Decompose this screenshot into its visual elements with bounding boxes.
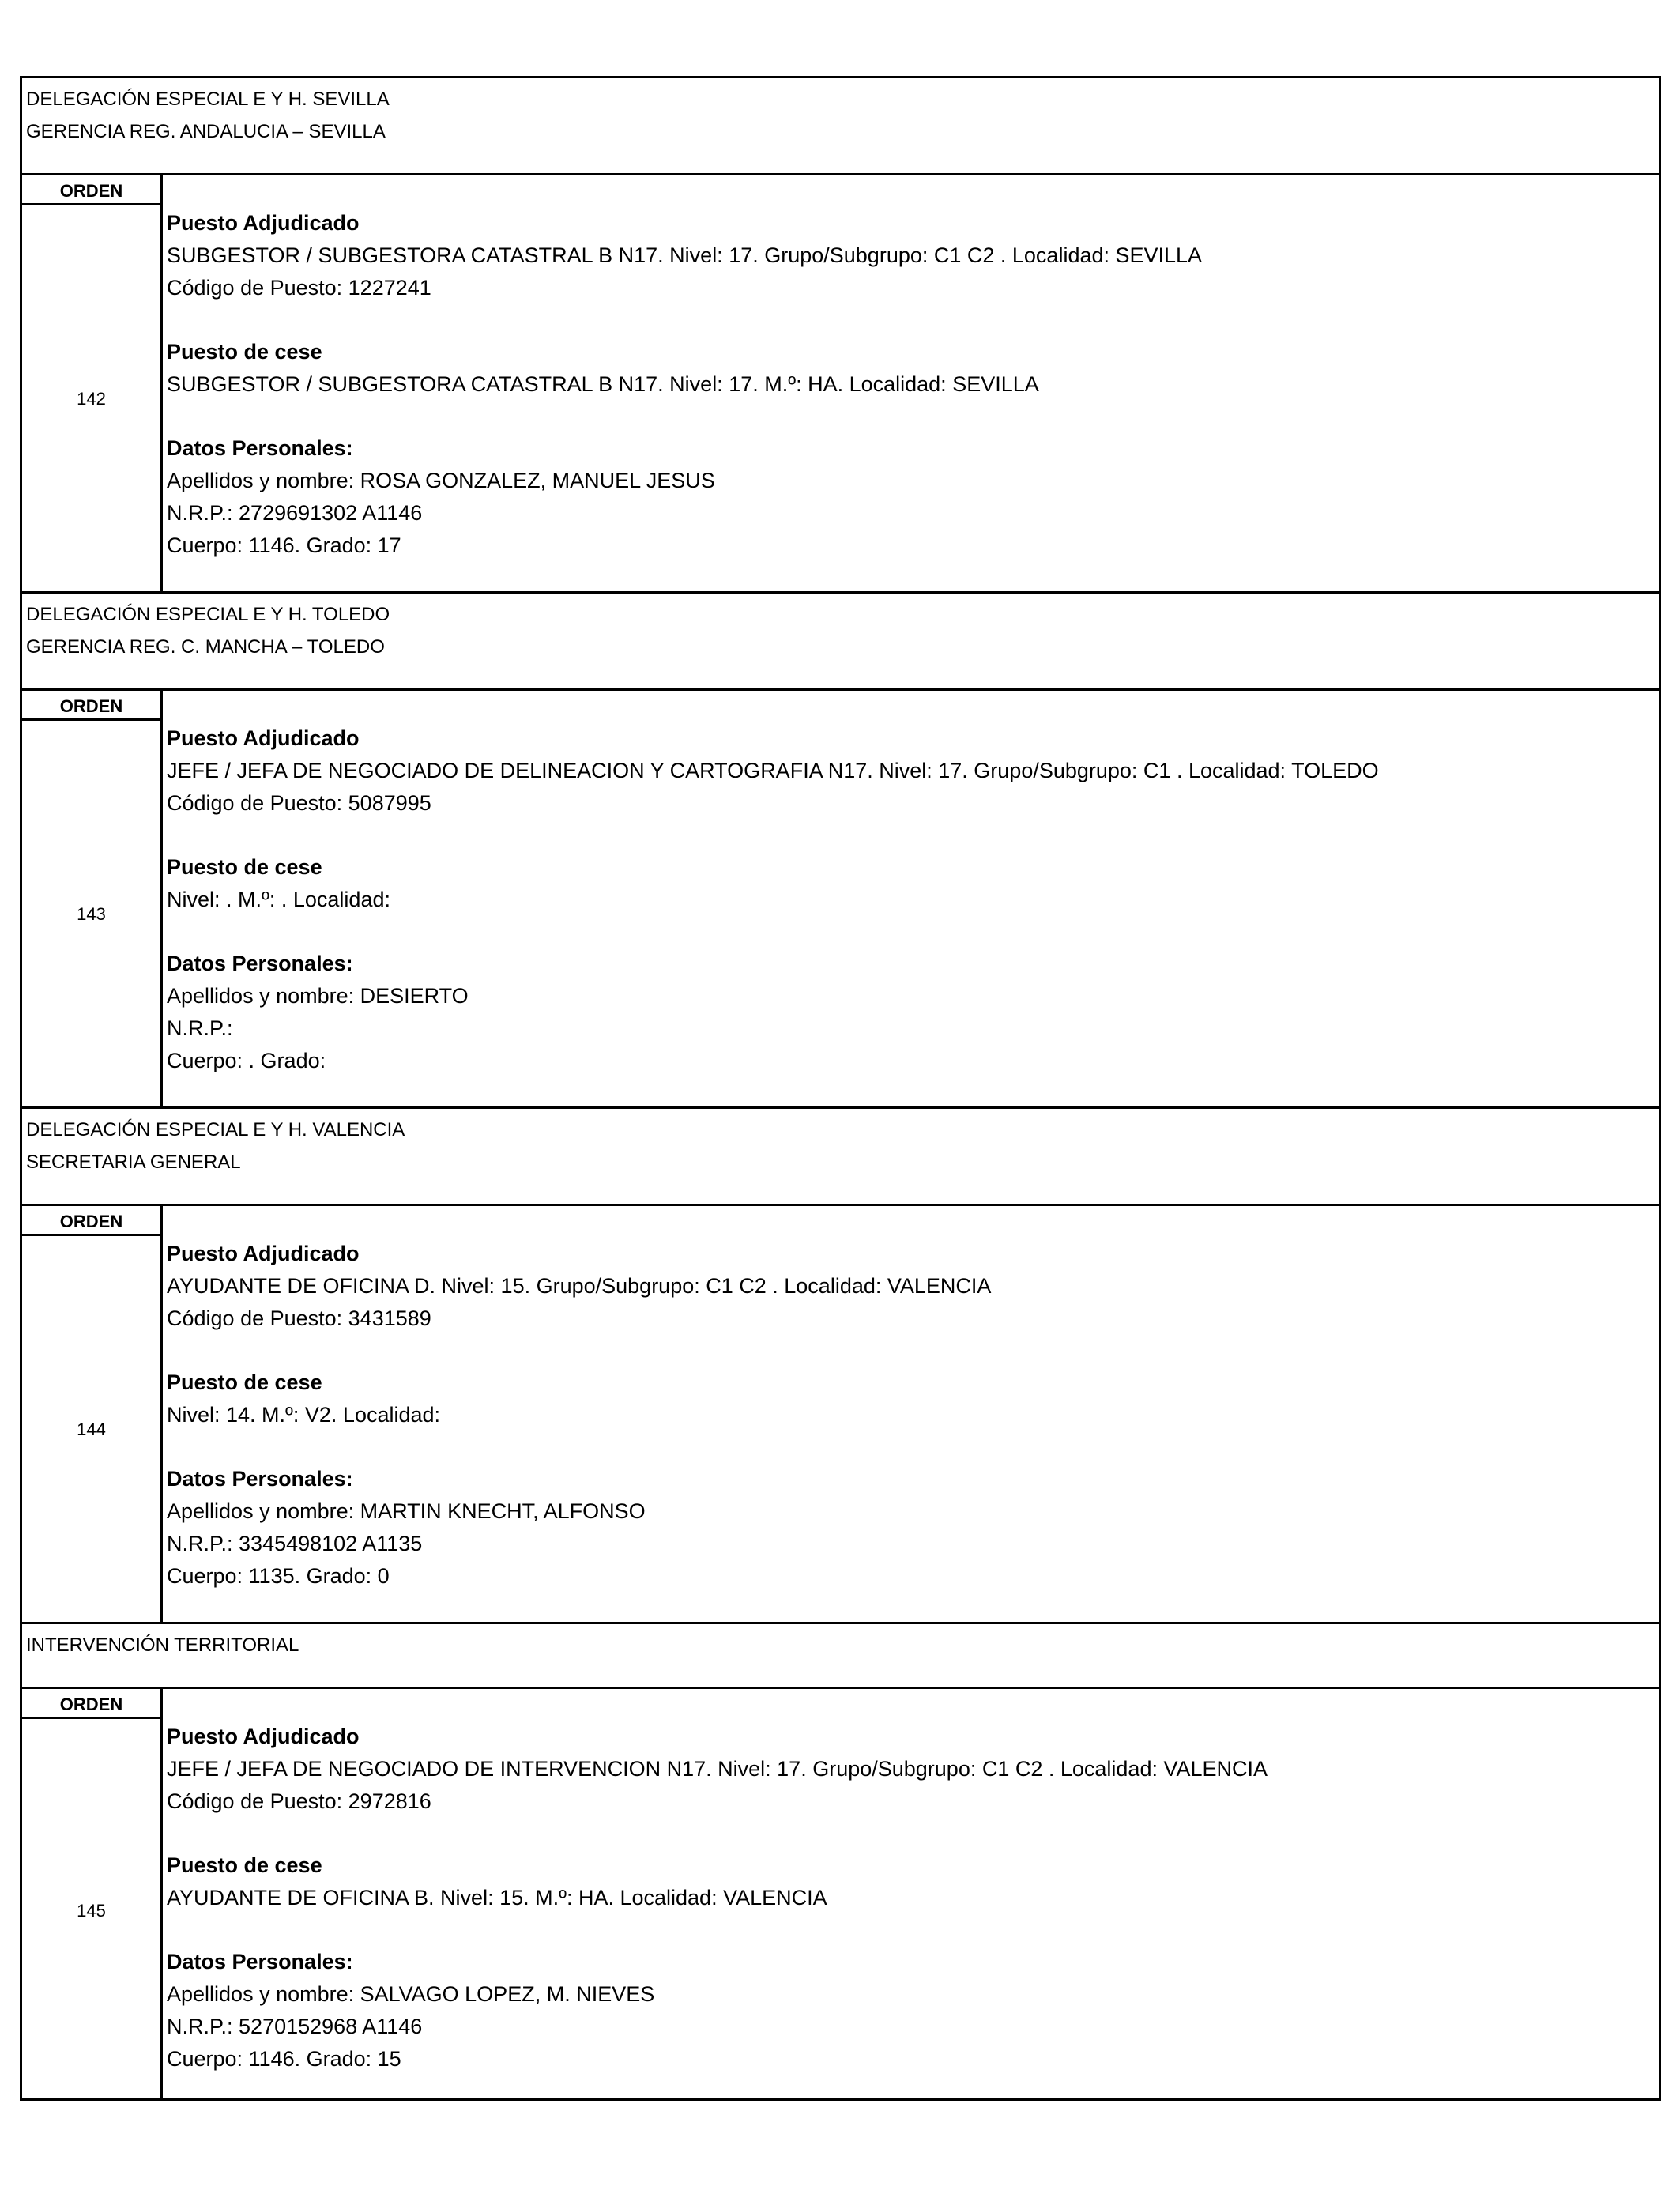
nrp: N.R.P.: 3345498102 A1135	[167, 1532, 423, 1555]
personales-heading: Datos Personales:	[167, 952, 353, 975]
section-body	[22, 1206, 1659, 1622]
cese-line: Nivel: 14. M.º: V2. Localidad:	[167, 1403, 441, 1427]
cese-heading: Puesto de cese	[167, 1853, 322, 1877]
adjudicado-line: JEFE / JEFA DE NEGOCIADO DE DELINEACION Y CARTOGRAFIA N17. Nivel: 17. Grupo/Subgrupo: C1 . Localidad: TOLEDO	[167, 759, 1379, 782]
unit-name: GERENCIA REG. C. MANCHA – TOLEDO	[26, 636, 385, 658]
cese-heading: Puesto de cese	[167, 1370, 322, 1394]
details-column	[163, 1689, 1659, 2098]
cuerpo-grado: Cuerpo: . Grado:	[167, 1049, 326, 1072]
personales-heading: Datos Personales:	[167, 1950, 353, 1973]
orden-label: ORDEN	[22, 691, 160, 721]
codigo-puesto: Código de Puesto: 5087995	[167, 791, 431, 815]
personales-heading: Datos Personales:	[167, 1467, 353, 1491]
orden-number: 145	[77, 1901, 106, 1921]
apellidos-nombre: Apellidos y nombre: MARTIN KNECHT, ALFONSO	[167, 1499, 646, 1523]
section-header	[22, 1109, 1659, 1206]
section-body	[22, 1689, 1659, 2098]
section-sevilla	[22, 78, 1659, 594]
cuerpo-grado: Cuerpo: 1135. Grado: 0	[167, 1564, 390, 1588]
codigo-puesto: Código de Puesto: 2972816	[167, 1789, 431, 1813]
apellidos-nombre: Apellidos y nombre: DESIERTO	[167, 984, 469, 1008]
cuerpo-grado: Cuerpo: 1146. Grado: 15	[167, 2047, 401, 2071]
delegation-name: DELEGACIÓN ESPECIAL E Y H. VALENCIA	[26, 1119, 405, 1140]
personales-heading: Datos Personales:	[167, 436, 353, 460]
orden-column	[22, 1689, 163, 2098]
section-header	[22, 594, 1659, 691]
adjudicado-heading: Puesto Adjudicado	[167, 1725, 360, 1748]
orden-column	[22, 175, 163, 591]
section-intervencion	[22, 1624, 1659, 2098]
cuerpo-grado: Cuerpo: 1146. Grado: 17	[167, 533, 401, 557]
details-column	[163, 175, 1659, 591]
cese-heading: Puesto de cese	[167, 855, 322, 879]
adjudicado-heading: Puesto Adjudicado	[167, 726, 360, 750]
orden-label: ORDEN	[22, 175, 160, 205]
unit-name: GERENCIA REG. ANDALUCIA – SEVILLA	[26, 121, 386, 142]
section-toledo	[22, 594, 1659, 1109]
orden-label: ORDEN	[22, 1206, 160, 1236]
delegation-name: DELEGACIÓN ESPECIAL E Y H. TOLEDO	[26, 604, 390, 625]
section-header	[22, 1624, 1659, 1689]
apellidos-nombre: Apellidos y nombre: ROSA GONZALEZ, MANUEL JESUS	[167, 469, 715, 492]
orden-number: 142	[77, 389, 106, 409]
cese-line: Nivel: . M.º: . Localidad:	[167, 888, 390, 911]
section-body	[22, 691, 1659, 1106]
adjudicado-heading: Puesto Adjudicado	[167, 211, 360, 235]
orden-label: ORDEN	[22, 1689, 160, 1719]
section-header	[22, 78, 1659, 175]
codigo-puesto: Código de Puesto: 1227241	[167, 276, 431, 300]
orden-column	[22, 691, 163, 1106]
adjudicado-line: SUBGESTOR / SUBGESTORA CATASTRAL B N17. Nivel: 17. Grupo/Subgrupo: C1 C2 . Localidad: SEVILLA	[167, 243, 1203, 267]
details-column	[163, 1206, 1659, 1622]
codigo-puesto: Código de Puesto: 3431589	[167, 1306, 431, 1330]
section-valencia	[22, 1109, 1659, 1624]
delegation-name: DELEGACIÓN ESPECIAL E Y H. SEVILLA	[26, 89, 390, 110]
unit-name: SECRETARIA GENERAL	[26, 1152, 241, 1173]
nrp: N.R.P.:	[167, 1016, 233, 1040]
nrp: N.R.P.: 2729691302 A1146	[167, 501, 423, 525]
assignment-table	[20, 76, 1661, 2101]
cese-line: SUBGESTOR / SUBGESTORA CATASTRAL B N17. Nivel: 17. M.º: HA. Localidad: SEVILLA	[167, 372, 1039, 396]
orden-column	[22, 1206, 163, 1622]
cese-line: AYUDANTE DE OFICINA B. Nivel: 15. M.º: HA. Localidad: VALENCIA	[167, 1886, 827, 1909]
nrp: N.R.P.: 5270152968 A1146	[167, 2015, 423, 2038]
delegation-name: INTERVENCIÓN TERRITORIAL	[26, 1634, 299, 1656]
orden-number: 143	[77, 904, 106, 924]
adjudicado-line: JEFE / JEFA DE NEGOCIADO DE INTERVENCION N17. Nivel: 17. Grupo/Subgrupo: C1 C2 . Localidad: VALENCIA	[167, 1757, 1268, 1781]
orden-number: 144	[77, 1419, 106, 1439]
details-column	[163, 691, 1659, 1106]
section-body	[22, 175, 1659, 591]
adjudicado-heading: Puesto Adjudicado	[167, 1242, 360, 1265]
adjudicado-line: AYUDANTE DE OFICINA D. Nivel: 15. Grupo/Subgrupo: C1 C2 . Localidad: VALENCIA	[167, 1274, 992, 1298]
apellidos-nombre: Apellidos y nombre: SALVAGO LOPEZ, M. NIEVES	[167, 1982, 655, 2006]
cese-heading: Puesto de cese	[167, 340, 322, 364]
